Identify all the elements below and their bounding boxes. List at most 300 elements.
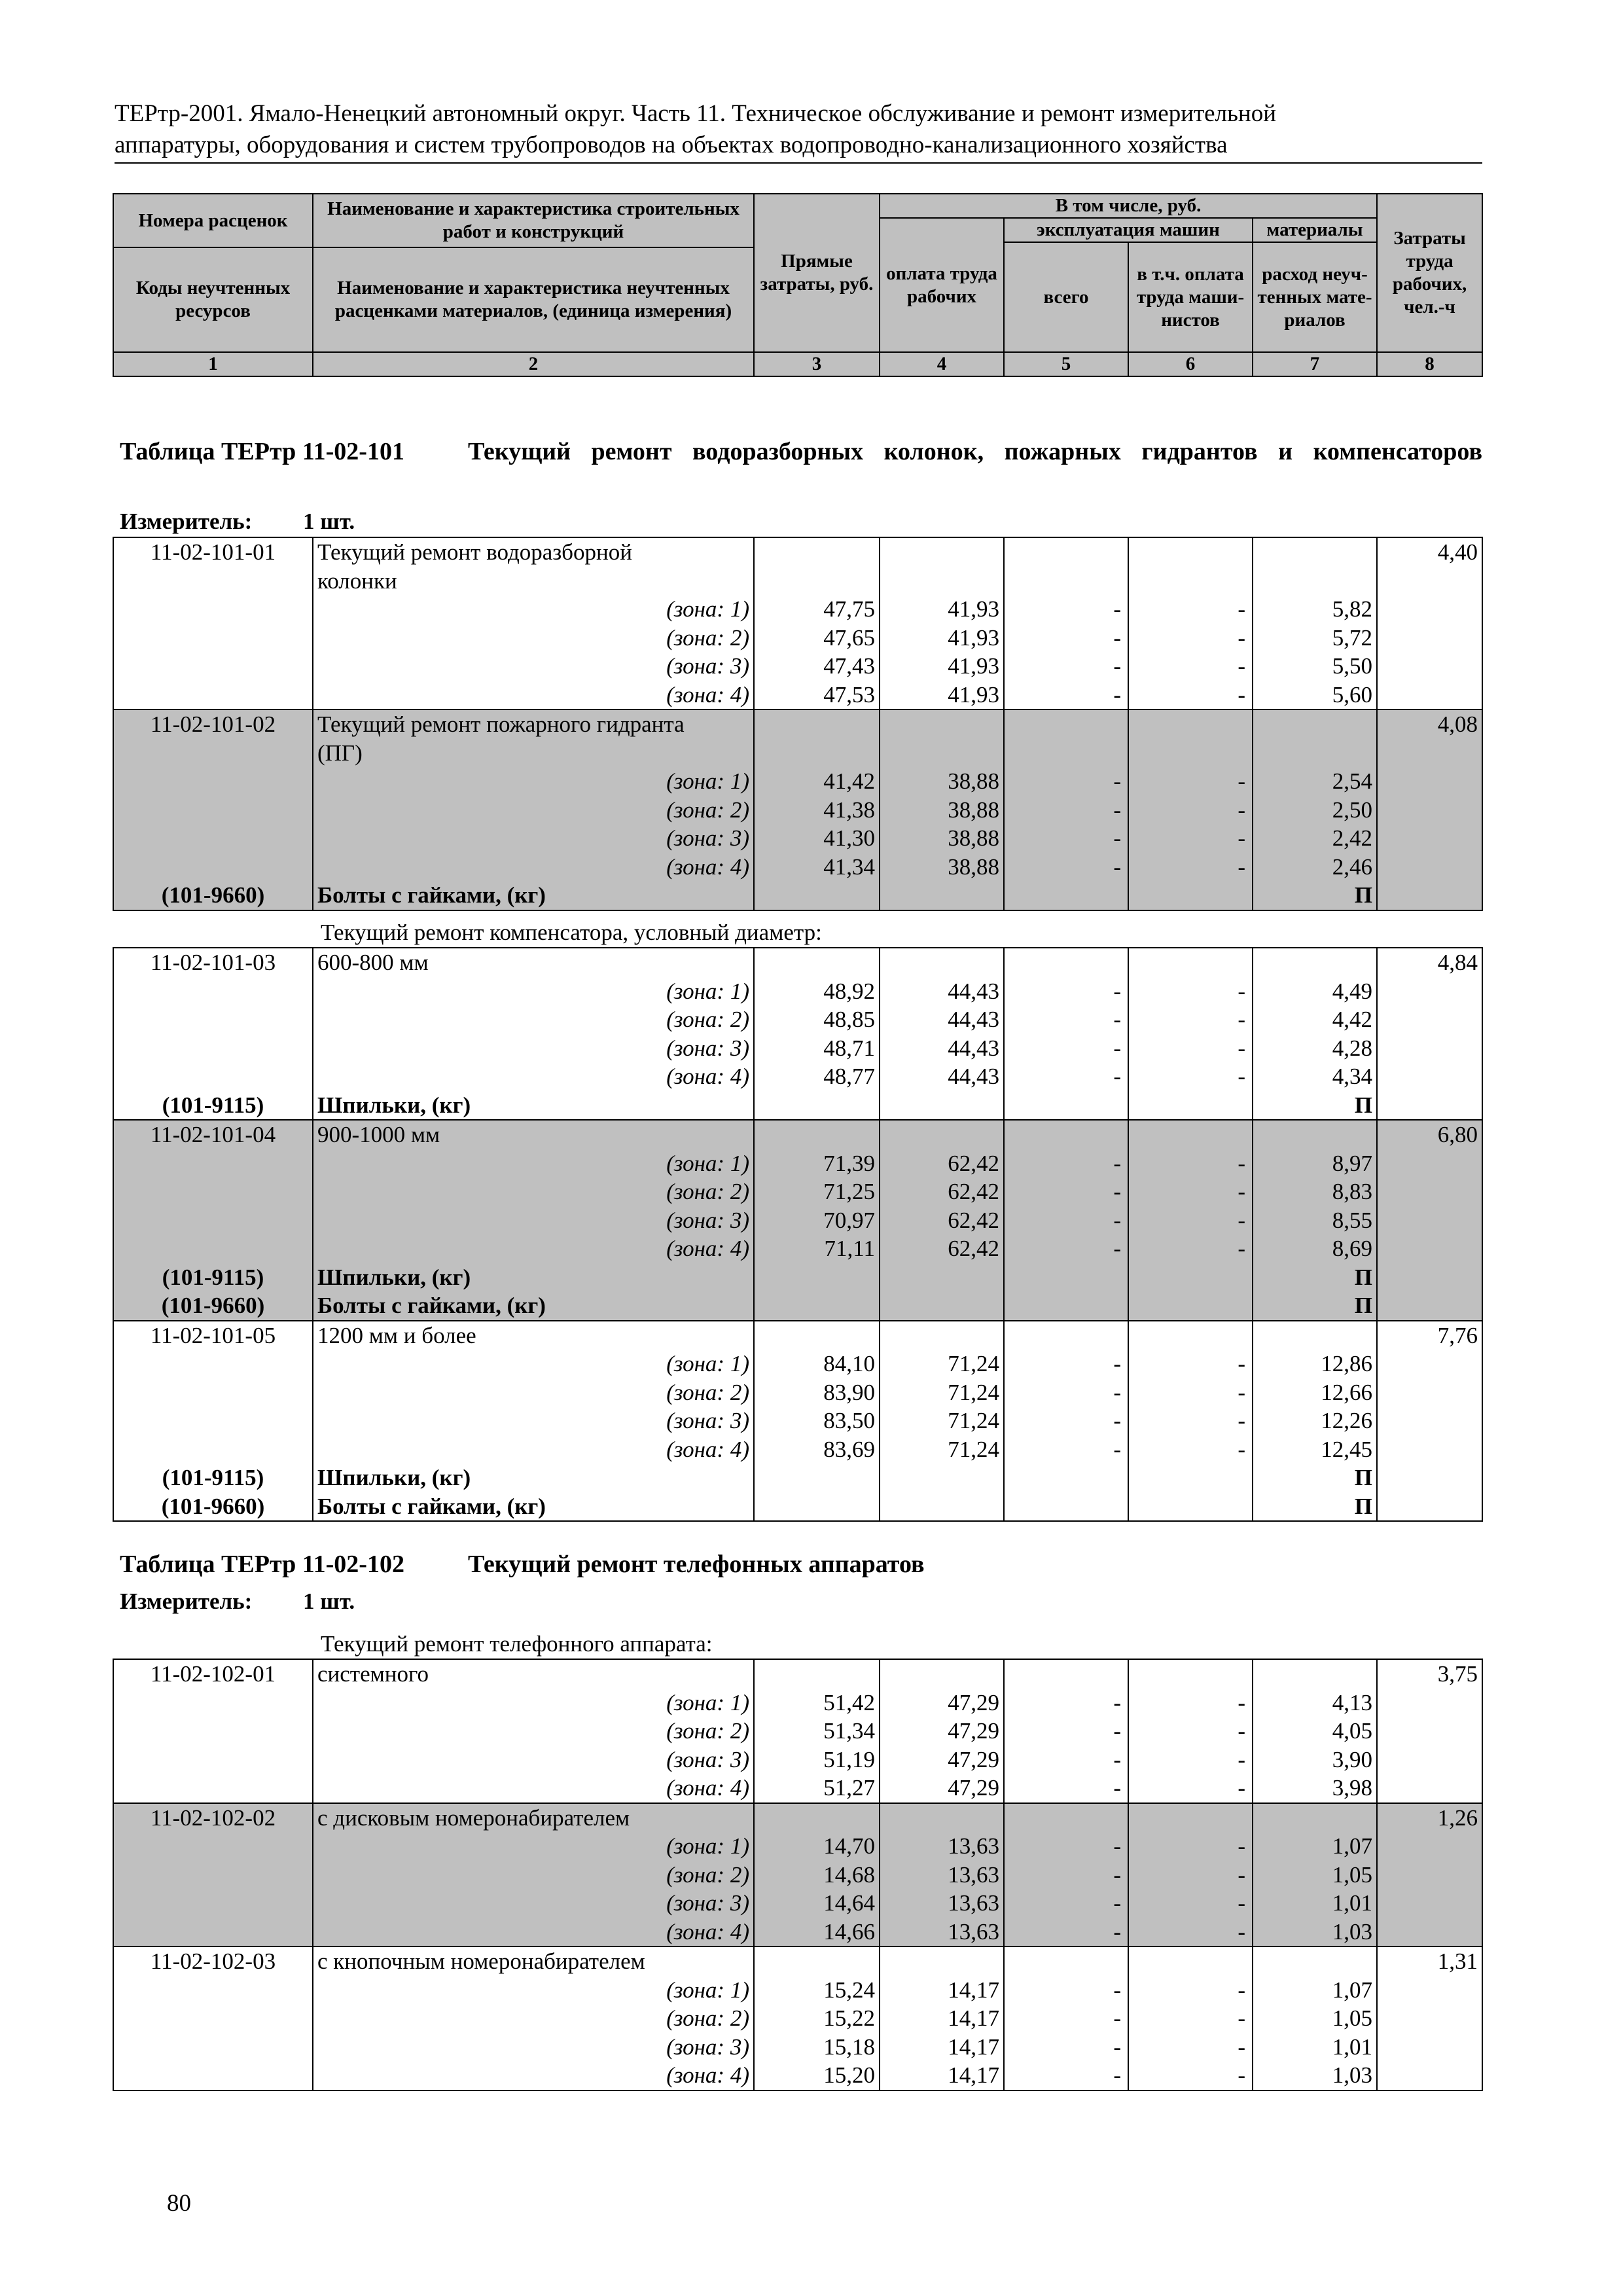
cell-materials [1253,948,1377,977]
cell-code [113,1918,313,1947]
table-row [113,1689,1482,1717]
cell-code [113,1206,313,1235]
cell-code [113,767,313,796]
cell-operator-pay: - [1128,2004,1253,2033]
cell-worker-pay: 47,29 [880,1689,1004,1717]
table-row [113,1918,1482,1947]
cell-direct-costs [754,1659,880,1689]
cell-materials: 8,69 [1253,1234,1377,1263]
cell-materials [1253,537,1377,567]
header-labor-costs: Затраты труда рабочих, чел.-ч [1377,194,1482,352]
cell-zone: (зона: 1) [313,1350,754,1378]
cell-worker-pay: 62,42 [880,1234,1004,1263]
cell-worker-pay [880,709,1004,739]
table-row [113,824,1482,853]
cell-worker-pay: 14,17 [880,2004,1004,2033]
table-row [113,595,1482,624]
cell-direct-costs: 71,25 [754,1177,880,1206]
cell-zone: (зона: 4) [313,681,754,710]
table-row [113,567,1482,596]
table-row [113,2033,1482,2062]
cell-zone: (зона: 4) [313,1234,754,1263]
cell-worker-pay: 38,88 [880,767,1004,796]
cell-operator-pay: - [1128,681,1253,710]
cell-materials: 5,50 [1253,652,1377,681]
cell-machine-total [1004,1463,1128,1492]
cell-worker-pay: 44,43 [880,977,1004,1006]
cell-name: колонки [313,567,754,596]
col-num-7: 7 [1253,352,1377,376]
cell-direct-costs: 48,71 [754,1034,880,1063]
cell-name: (ПГ) [313,739,754,768]
cell-worker-pay [880,1321,1004,1350]
cell-materials: П [1253,1463,1377,1492]
cell-code: (101-9115) [113,1463,313,1492]
cell-materials: 8,97 [1253,1149,1377,1178]
cell-direct-costs [754,1120,880,1149]
col-num-3: 3 [754,352,880,376]
cell-machine-total: - [1004,624,1128,653]
cell-operator-pay [1128,567,1253,596]
measure-label: Измеритель: [120,1588,253,1614]
table-row [113,977,1482,1006]
cell-zone: (зона: 2) [313,796,754,825]
cell-worker-pay [880,1659,1004,1689]
cell-operator-pay: - [1128,1234,1253,1263]
header-material-name: Наименование и характеристика неучтенных расценками материалов, (единица измерения) [313,247,754,352]
table-row [113,1062,1482,1091]
cell-worker-pay: 38,88 [880,824,1004,853]
cell-direct-costs: 47,53 [754,681,880,710]
cell-materials: 1,05 [1253,2004,1377,2033]
cell-machine-total [1004,948,1128,977]
cell-operator-pay [1128,1803,1253,1833]
cell-worker-pay: 71,24 [880,1378,1004,1407]
cell-code [113,1005,313,1034]
table-row [113,1463,1482,1492]
cell-machine-total: - [1004,1234,1128,1263]
cell-machine-total [1004,881,1128,910]
cell-machine-total: - [1004,2061,1128,2090]
cell-labor [1377,1005,1482,1034]
header-materials: материалы [1253,218,1377,242]
cell-operator-pay [1128,1659,1253,1689]
cell-materials [1253,1321,1377,1350]
cell-code: 11-02-102-01 [113,1659,313,1689]
cell-zone: (зона: 2) [313,1005,754,1034]
cell-code [113,796,313,825]
cell-worker-pay: 44,43 [880,1034,1004,1063]
cell-code [113,1832,313,1861]
cell-materials [1253,1659,1377,1689]
cell-machine-total: - [1004,595,1128,624]
cell-operator-pay: - [1128,652,1253,681]
cell-labor: 4,84 [1377,948,1482,977]
cell-machine-total: - [1004,1435,1128,1464]
header-resource-codes: Коды неучтенных ресурсов [113,247,313,352]
cell-zone: (зона: 1) [313,1149,754,1178]
cell-code [113,624,313,653]
cell-operator-pay: - [1128,1861,1253,1890]
cell-machine-total: - [1004,1350,1128,1378]
cell-zone: (зона: 3) [313,1889,754,1918]
cell-direct-costs [754,739,880,768]
cell-direct-costs: 51,27 [754,1774,880,1803]
cell-operator-pay: - [1128,1062,1253,1091]
cell-operator-pay [1128,1120,1253,1149]
table-row [113,1746,1482,1774]
cell-materials [1253,739,1377,768]
cell-zone: (зона: 2) [313,1861,754,1890]
table-row [113,1120,1482,1149]
cell-worker-pay: 62,42 [880,1149,1004,1178]
cell-direct-costs [754,537,880,567]
cell-direct-costs: 51,19 [754,1746,880,1774]
cell-operator-pay [1128,709,1253,739]
cell-worker-pay [880,1492,1004,1522]
header-worker-pay: оплата труда рабочих [880,218,1004,352]
table-row [113,652,1482,681]
cell-worker-pay [880,881,1004,910]
cell-zone: (зона: 4) [313,853,754,882]
cell-materials: П [1253,1291,1377,1321]
cell-operator-pay [1128,1291,1253,1321]
cell-materials: 1,01 [1253,1889,1377,1918]
table-row [113,881,1482,910]
cell-materials: 1,07 [1253,1832,1377,1861]
table-row [113,948,1482,977]
document-header [115,98,1482,164]
cell-operator-pay: - [1128,1034,1253,1063]
cell-zone: (зона: 4) [313,2061,754,2090]
cell-machine-total [1004,1492,1128,1522]
cell-machine-total [1004,537,1128,567]
cell-worker-pay: 14,17 [880,1976,1004,2005]
cell-code: 11-02-101-03 [113,948,313,977]
cell-materials [1253,1946,1377,1976]
cell-direct-costs: 48,85 [754,1005,880,1034]
cell-materials: П [1253,1263,1377,1292]
cell-direct-costs: 83,90 [754,1378,880,1407]
cell-labor [1377,977,1482,1006]
cell-zone: (зона: 1) [313,1689,754,1717]
cell-labor: 7,76 [1377,1321,1482,1350]
cell-machine-total: - [1004,1746,1128,1774]
cell-worker-pay [880,739,1004,768]
cell-worker-pay: 13,63 [880,1889,1004,1918]
table-row [113,1206,1482,1235]
cell-worker-pay: 62,42 [880,1177,1004,1206]
cell-direct-costs: 84,10 [754,1350,880,1378]
table-102 [113,1659,1483,2091]
cell-zone: (зона: 2) [313,624,754,653]
cell-worker-pay [880,1803,1004,1833]
cell-zone: (зона: 2) [313,1378,754,1407]
cell-operator-pay: - [1128,2061,1253,2090]
cell-materials: 3,98 [1253,1774,1377,1803]
cell-machine-total: - [1004,767,1128,796]
cell-direct-costs: 51,42 [754,1689,880,1717]
cell-code [113,1177,313,1206]
cell-materials: 8,83 [1253,1177,1377,1206]
cell-labor [1377,1689,1482,1717]
cell-direct-costs: 14,64 [754,1889,880,1918]
cell-materials [1253,567,1377,596]
cell-materials: 2,42 [1253,824,1377,853]
cell-operator-pay: - [1128,1378,1253,1407]
cell-code [113,1378,313,1407]
cell-worker-pay [880,1263,1004,1292]
cell-labor [1377,2004,1482,2033]
cell-direct-costs: 15,24 [754,1976,880,2005]
cell-direct-costs: 47,43 [754,652,880,681]
cell-zone: (зона: 1) [313,977,754,1006]
cell-machine-total: - [1004,1976,1128,2005]
cell-machine-total [1004,567,1128,596]
cell-direct-costs: 41,34 [754,853,880,882]
cell-labor [1377,1435,1482,1464]
cell-worker-pay: 47,29 [880,1746,1004,1774]
cell-materials: 1,03 [1253,2061,1377,2090]
cell-code: (101-9115) [113,1091,313,1121]
table-row [113,767,1482,796]
table-row [113,1774,1482,1803]
cell-code [113,1149,313,1178]
cell-labor [1377,1918,1482,1947]
table-row [113,1378,1482,1407]
cell-operator-pay: - [1128,1918,1253,1947]
cell-machine-total: - [1004,2004,1128,2033]
table-row [113,1803,1482,1833]
table-row [113,1832,1482,1861]
cell-worker-pay: 38,88 [880,853,1004,882]
cell-operator-pay: - [1128,1177,1253,1206]
cell-labor [1377,1774,1482,1803]
cell-zone: (зона: 1) [313,1832,754,1861]
cell-machine-total: - [1004,652,1128,681]
cell-zone: (зона: 2) [313,1717,754,1746]
cell-labor [1377,1091,1482,1121]
cell-machine-total: - [1004,1378,1128,1407]
table-101-caption: Текущий ремонт водоразборных колонок, пожарных гидрантов и компенсаторов [468,438,1482,465]
cell-code [113,2061,313,2090]
cell-direct-costs [754,1492,880,1522]
cell-machine-total: - [1004,1149,1128,1178]
cell-operator-pay: - [1128,1407,1253,1435]
table-row [113,2061,1482,2090]
header-line-2: аппаратуры, оборудования и систем трубопроводов на объектах водопроводно-канализационного хозяйства [115,132,1228,158]
cell-name: Шпильки, (кг) [313,1263,754,1292]
cell-worker-pay: 47,29 [880,1774,1004,1803]
table-row [113,1861,1482,1890]
compensator-label: Текущий ремонт компенсатора, условный диаметр: [321,920,822,945]
cell-operator-pay: - [1128,824,1253,853]
cell-worker-pay [880,1120,1004,1149]
cell-machine-total: - [1004,1407,1128,1435]
cell-operator-pay: - [1128,853,1253,882]
cell-code [113,1689,313,1717]
cell-worker-pay: 41,93 [880,681,1004,710]
cell-materials: П [1253,881,1377,910]
cell-code: (101-9115) [113,1263,313,1292]
column-header-table [113,193,1483,377]
cell-operator-pay [1128,948,1253,977]
cell-zone: (зона: 4) [313,1918,754,1947]
cell-materials: 5,72 [1253,624,1377,653]
cell-operator-pay: - [1128,1149,1253,1178]
cell-labor [1377,881,1482,910]
cell-machine-total: - [1004,796,1128,825]
cell-code [113,1746,313,1774]
cell-machine-total: - [1004,1034,1128,1063]
cell-materials: 2,46 [1253,853,1377,882]
cell-machine-total [1004,1321,1128,1350]
cell-name: Болты с гайками, (кг) [313,1291,754,1321]
cell-name: Текущий ремонт водоразборной [313,537,754,567]
cell-name: системного [313,1659,754,1689]
cell-machine-total: - [1004,1206,1128,1235]
header-operator-pay: в т.ч. оплата труда маши-нистов [1128,242,1253,352]
table-101-part-2 [113,947,1483,1522]
cell-labor [1377,624,1482,653]
cell-machine-total: - [1004,1832,1128,1861]
cell-direct-costs: 47,65 [754,624,880,653]
cell-operator-pay: - [1128,1746,1253,1774]
cell-operator-pay [1128,1946,1253,1976]
cell-code [113,595,313,624]
table-row [113,1149,1482,1178]
cell-worker-pay: 14,17 [880,2033,1004,2062]
cell-direct-costs [754,1463,880,1492]
cell-labor [1377,2033,1482,2062]
cell-labor [1377,739,1482,768]
cell-operator-pay: - [1128,595,1253,624]
cell-code [113,681,313,710]
cell-labor [1377,824,1482,853]
cell-worker-pay: 41,93 [880,652,1004,681]
cell-machine-total [1004,1659,1128,1689]
cell-materials: 1,05 [1253,1861,1377,1890]
cell-operator-pay [1128,1492,1253,1522]
cell-direct-costs: 47,75 [754,595,880,624]
cell-materials: 2,50 [1253,796,1377,825]
cell-direct-costs: 15,22 [754,2004,880,2033]
cell-labor: 1,26 [1377,1803,1482,1833]
cell-worker-pay: 41,93 [880,595,1004,624]
table-row [113,709,1482,739]
table-row [113,537,1482,567]
table-row [113,1976,1482,2005]
cell-worker-pay [880,1463,1004,1492]
cell-labor [1377,1378,1482,1407]
col-num-1: 1 [113,352,313,376]
table-row [113,624,1482,653]
cell-labor [1377,1034,1482,1063]
cell-zone: (зона: 2) [313,2004,754,2033]
cell-code [113,1034,313,1063]
cell-direct-costs: 48,77 [754,1062,880,1091]
table-row [113,1659,1482,1689]
cell-operator-pay: - [1128,1350,1253,1378]
table-102-measure [120,1587,355,1616]
cell-direct-costs [754,1803,880,1833]
cell-zone: (зона: 4) [313,1774,754,1803]
col-num-2: 2 [313,352,754,376]
cell-materials: П [1253,1091,1377,1121]
cell-code: 11-02-102-03 [113,1946,313,1976]
cell-direct-costs: 14,66 [754,1918,880,1947]
cell-machine-total [1004,709,1128,739]
cell-labor [1377,1976,1482,2005]
table-row [113,681,1482,710]
cell-direct-costs [754,948,880,977]
cell-worker-pay: 71,24 [880,1435,1004,1464]
cell-labor: 1,31 [1377,1946,1482,1976]
cell-zone: (зона: 2) [313,1177,754,1206]
cell-name: Шпильки, (кг) [313,1463,754,1492]
cell-worker-pay [880,567,1004,596]
cell-labor [1377,1407,1482,1435]
cell-materials: 12,45 [1253,1435,1377,1464]
cell-direct-costs: 14,70 [754,1832,880,1861]
cell-materials [1253,1803,1377,1833]
cell-labor [1377,1291,1482,1321]
cell-code [113,1976,313,2005]
cell-worker-pay: 47,29 [880,1717,1004,1746]
cell-machine-total: - [1004,1717,1128,1746]
measure-label: Измеритель: [120,509,253,534]
cell-code [113,1861,313,1890]
cell-direct-costs [754,1091,880,1121]
cell-code: (101-9660) [113,1492,313,1522]
table-101-part-1 [113,537,1483,911]
table-row [113,1177,1482,1206]
cell-machine-total: - [1004,824,1128,853]
cell-labor: 4,08 [1377,709,1482,739]
cell-operator-pay: - [1128,1206,1253,1235]
cell-labor [1377,1746,1482,1774]
cell-name: с дисковым номеронабирателем [313,1803,754,1833]
table-101-measure [120,507,355,536]
cell-operator-pay: - [1128,1774,1253,1803]
cell-labor [1377,767,1482,796]
cell-zone: (зона: 1) [313,595,754,624]
cell-machine-total [1004,1291,1128,1321]
cell-labor [1377,2061,1482,2090]
cell-worker-pay [880,1291,1004,1321]
cell-operator-pay: - [1128,1832,1253,1861]
cell-operator-pay: - [1128,767,1253,796]
cell-machine-total: - [1004,1005,1128,1034]
table-row [113,1091,1482,1121]
header-direct-costs: Прямые затраты, руб. [754,194,880,352]
cell-worker-pay: 13,63 [880,1861,1004,1890]
cell-materials: 3,90 [1253,1746,1377,1774]
header-line-1: ТЕРтр-2001. Ямало-Ненецкий автономный округ. Часть 11. Техническое обслуживание и ремонт измерительной [115,100,1277,127]
cell-worker-pay: 13,63 [880,1832,1004,1861]
cell-labor [1377,595,1482,624]
cell-code [113,853,313,882]
cell-zone: (зона: 3) [313,824,754,853]
cell-code [113,977,313,1006]
cell-materials: 5,60 [1253,681,1377,710]
cell-direct-costs [754,1263,880,1292]
cell-code [113,1435,313,1464]
cell-worker-pay: 41,93 [880,624,1004,653]
col-num-5: 5 [1004,352,1128,376]
table-row [113,2004,1482,2033]
cell-name: Текущий ремонт пожарного гидранта [313,709,754,739]
